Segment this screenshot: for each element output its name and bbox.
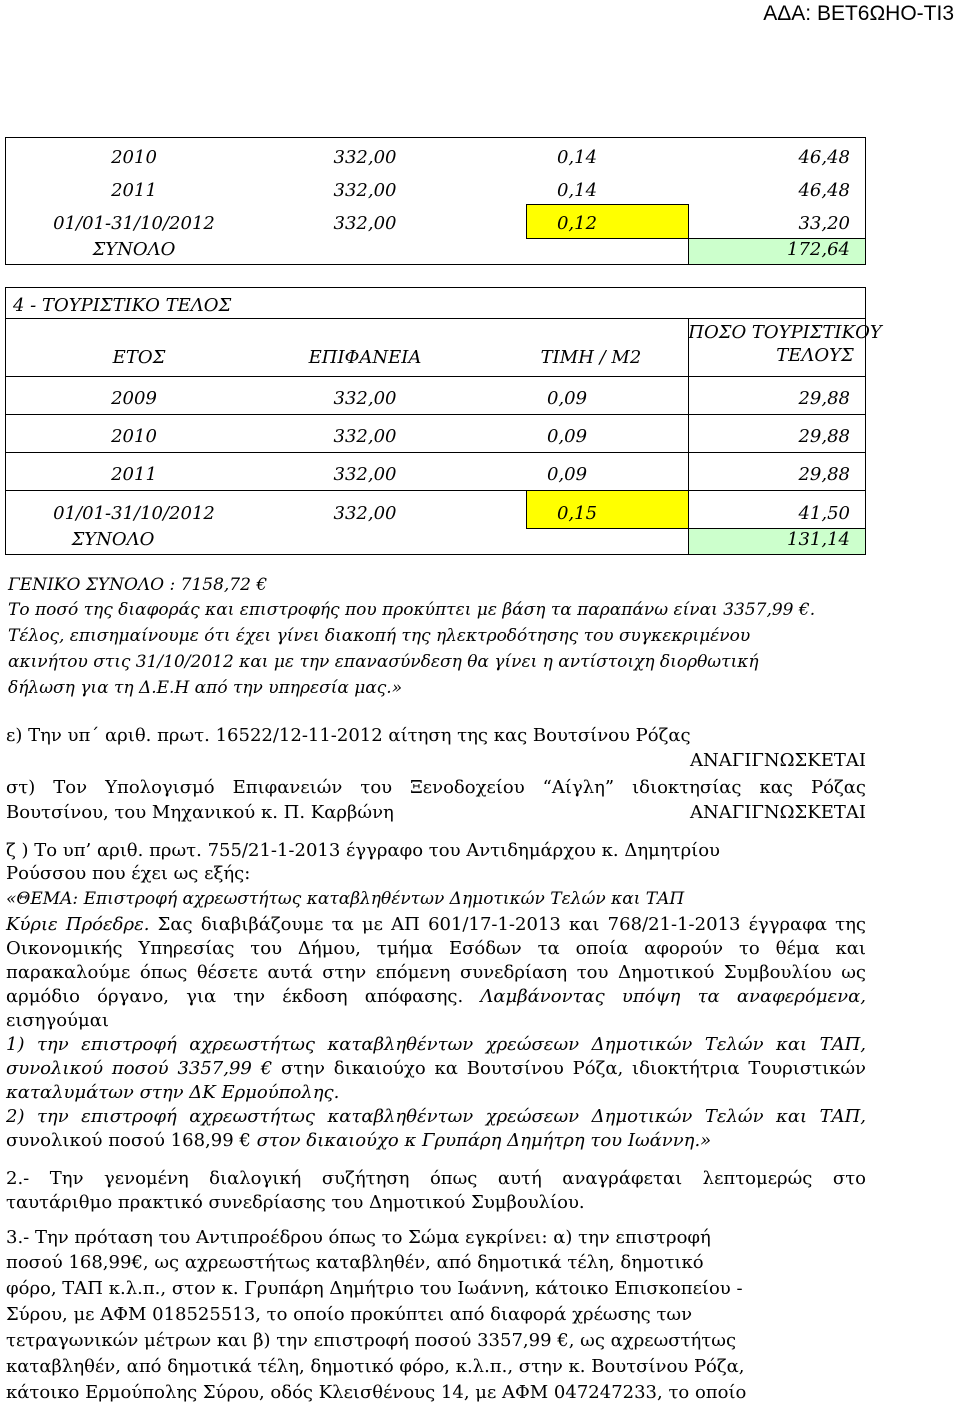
table-2-title: 4 - ΤΟΥΡΙΣΤΙΚΟ ΤΕΛΟΣ <box>13 295 232 316</box>
letter-subject: «ΘΕΜΑ: Επιστροφή αχρεωστήτως καταβληθέντων Δημοτικών Τελών και ΤΑΠ <box>6 889 685 909</box>
ada-code: ΑΔΑ: ΒΕΤ6ΩΗΟ-ΤΙ3 <box>763 2 954 25</box>
grand-total: ΓΕΝΙΚΟ ΣΥΝΟΛΟ : 7158,72 € <box>8 575 268 595</box>
